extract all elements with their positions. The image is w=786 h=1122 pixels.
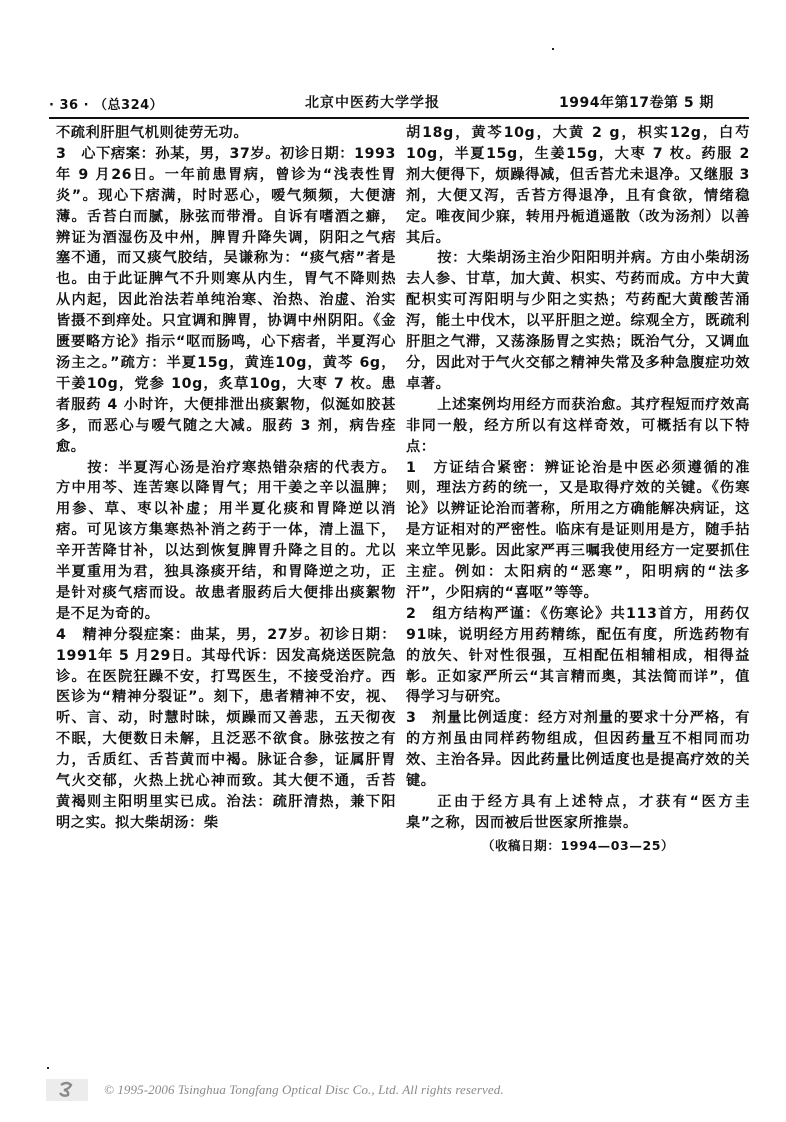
right-column [406,123,750,857]
issue-info: 1994年第17卷第 5 期 [559,95,714,111]
case-3-paragraph: 3 心下痞案：孙某，男，37岁。初诊日期：1993年 9 月26日。一年前患胃病，曾诊为“浅表性胃炎”。现心下痞满，时时恶心，嗳气频频，大便溏薄。舌苔白而腻，脉弦而带滑。自诉有嗜酒之癖，辨证为酒湿伤及中州，脾胃升降失调，阴阳之气痞塞不通，而又痰气胶结，吴谦称为：“痰气痞”者是也。由于此证脾气不升则寒从内生，胃气不降则热从内起，因此治法若单纯治寒、治热、治虚、治实皆摄不到痒处。只宜调和脾胃，协调中州阴阳。《金匮要略方论》指示“呕而肠鸣，心下痞者，半夏泻心汤主之。”疏方：半夏15g，黄连10g，黄芩 6g，干姜10g，党参 10g，炙草10g，大枣 7 枚。患者服药 4 小时许，大便排泄出痰絮物，似涎如胶甚多，而恶心与嗳气随之大减。服药 3 剂，病告痊愈。 [56,145,396,455]
page-number: · 36 · （总324） [49,98,164,113]
journal-title: 北京中医药大学学报 [305,95,440,111]
left-column [56,123,396,834]
commentary-paragraph: 按：大柴胡汤主治少阳阳明并病。方由小柴胡汤去人参、甘草，加大黄、枳实、芍药而成。方中大黄配枳实可泻阳明与少阳之实热；芍药配大黄酸苦涌泻，能土中伐木，以平肝胆之逆。综观全方，既疏利肝胆之气滞，又荡涤肠胃之实热；既治气分，又调血分，因此对于气火交郁之精神失常及多种急腹症功效卓著。 [406,250,750,392]
footer [46,1077,566,1103]
feature-3-paragraph: 3 剂量比例适度：经方对剂量的要求十分严格，有的方剂虽由同样药物组成，但因药量互不相同而功效、主治各异。因此药量比例适度也是提高疗效的关键。 [406,710,750,790]
received-date: （收稿日期：1994—03—25） [481,837,675,853]
summary-paragraph: 上述案例均用经方而获治愈。其疗程短而疗效高非同一般，经方所以有这样奇效，可概括有以下特点： [406,396,750,455]
paragraph: 胡18g，黄芩10g，大黄 2 g，枳实12g，白芍10g，半夏15g，生姜15g，大枣 7 枚。药服 2 剂大便得下，烦躁得减，但舌苔尤未退净。又继服 3 剂，大便又泻，舌苔方得退净，且有食欲，情绪稳定。唯夜间少寐，转用丹栀逍遥散（改为汤剂）以善其后。 [406,125,750,246]
header-rule [49,117,749,119]
commentary-paragraph: 按：半夏泻心汤是治疗寒热错杂痞的代表方。方中用芩、连苦寒以降胃气；用干姜之辛以温脾；用参、草、枣以补虚；用半夏化痰和胃降逆以消痞。可见该方集寒热补消之药于一体，清上温下，辛开苦降甘补，以达到恢复脾胃升降之目的。尤以半夏重用为君，独具涤痰开结，和胃降逆之功，正是针对痰气痞而设。故患者服药后大便排出痰絮物是不足为奇的。 [56,459,396,622]
conclusion-paragraph: 正由于经方具有上述特点，才获有“医方圭臬”之称，因而被后世医家所推崇。 [406,794,750,831]
scan-speck [552,48,554,50]
cnki-logo-icon [46,1079,88,1101]
copyright-notice: © 1995-2006 Tsinghua Tongfang Optical Disc Co., Ltd. All rights reserved. [104,1082,504,1097]
scan-speck [47,1067,49,1069]
feature-2-paragraph: 2 组方结构严谨：《伤寒论》共113首方，用药仅91味，说明经方用药精练，配伍有度，所选药物有的放矢、针对性很强，互相配伍相辅相成，相得益彰。正如家严所云“其言精而奥，其法简而详”，值得学习与研究。 [406,605,750,706]
feature-1-paragraph: 1 方证结合紧密：辨证论治是中医必须遵循的准则，理法方药的统一，又是取得疗效的关键。《伤寒论》以辨证论治而著称，所用之方确能解决病证，这是方证相对的严密性。临床有是证则用是方，随手拈来立竿见影。因此家严再三嘱我使用经方一定要抓住主症。例如：太阳病的“恶寒”，阳明病的“法多汗”，少阳病的“喜呕”等等。 [406,459,750,601]
running-header [49,92,749,114]
case-4-paragraph: 4 精神分裂症案：曲某，男，27岁。初诊日期：1991年 5 月29日。其母代诉：因发高烧送医院急诊。在医院狂躁不安，打骂医生，不接受治疗。西医诊为“精神分裂证”。刻下，患者精神不安，视、听、言、动，时慧时昧，烦躁而又善悲，五天彻夜不眠，大便数日未解，且泛恶不欲食。脉弦按之有力，舌质红、舌苔黄而中褐。脉证合参，证属肝胃气火交郁，火热上扰心神而致。其大便不通，舌苔黄褐则主阳明里实已成。治法：疏肝清热，兼下阳明之实。拟大柴胡汤：柴 [56,626,396,831]
paragraph: 不疏利肝胆气机则徒劳无功。 [56,125,249,141]
